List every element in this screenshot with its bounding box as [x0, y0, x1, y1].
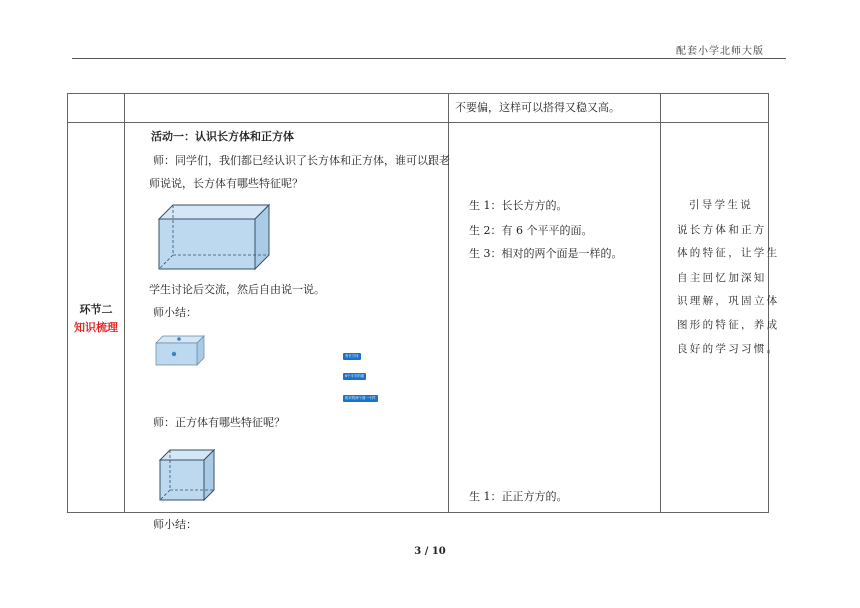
cuboid-small-figure: [154, 334, 206, 367]
stage-title: 知识梳理: [74, 320, 118, 334]
teacher-line: 师：正方体有哪些特征呢？: [153, 416, 285, 429]
student-activity-cell: [449, 123, 661, 513]
cuboid-figure: [155, 201, 273, 273]
header-text: 配套小学北师大版: [676, 46, 764, 57]
student-answer: 生 3：相对的两个面是一样的。: [469, 247, 623, 260]
design-line: 图形的特征，养成: [677, 319, 780, 331]
student-answer: 生 2：有 6 个平平的面。: [469, 224, 593, 237]
table-cell: [125, 94, 449, 123]
design-line: 说长方体和正方: [677, 224, 767, 236]
teacher-line: 学生讨论后交流，然后自由说一说。: [149, 283, 325, 296]
student-note-cell: [449, 94, 661, 123]
design-line: 良好的学习习惯。: [677, 343, 780, 355]
activity-title: 活动一：认识长方体和正方体: [151, 130, 294, 143]
teacher-line: 师小结：: [153, 518, 197, 531]
stage-cell: [68, 123, 125, 513]
table-row: [68, 94, 769, 123]
design-line: 自主回忆加深知: [677, 272, 767, 284]
teacher-line: 师小结：: [153, 306, 197, 319]
table-row: [68, 123, 769, 513]
design-intent-cell: [661, 123, 780, 513]
teacher-line: 师：同学们，我们都已经认识了长方体和正方体，谁可以跟老: [153, 154, 450, 167]
feature-tag: 相对的两个面一个样: [345, 396, 376, 400]
design-line: 体的特征，让学生: [677, 247, 780, 259]
teacher-activity-cell: [125, 123, 450, 531]
design-line: 引导学生说: [689, 199, 753, 211]
teacher-line: 师说说，长方体有哪些特征呢？: [149, 177, 303, 190]
feature-tag: 有长方体: [345, 354, 359, 358]
table-cell: [661, 94, 769, 123]
header-rule: [72, 58, 786, 59]
stage-name: 环节二: [79, 302, 113, 316]
page-number: 3 / 10: [414, 546, 446, 557]
lesson-plan-table: [67, 93, 780, 531]
table-cell: [68, 94, 125, 123]
student-answer: 生 1：正正方方的。: [469, 490, 568, 503]
student-answer: 生 1：长长方方的。: [469, 199, 568, 212]
feature-tag: 6个平平的面: [345, 374, 365, 378]
student-note: 不要偏，这样可以搭得又稳又高。: [455, 101, 620, 114]
design-line: 识理解，巩固立体: [677, 295, 780, 307]
cube-figure: [156, 446, 218, 504]
